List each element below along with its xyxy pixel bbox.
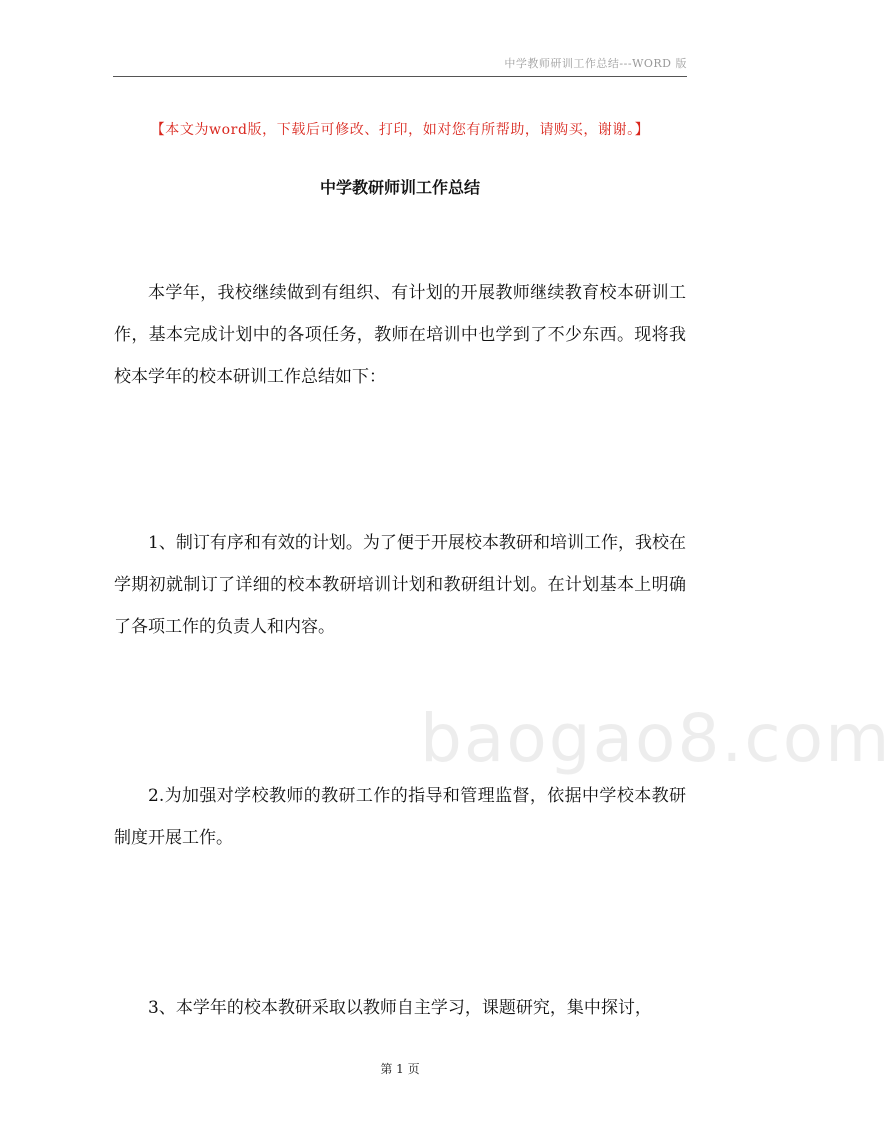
watermark: baogao8.com xyxy=(420,700,891,777)
download-notice: 【本文为word版，下载后可修改、打印，如对您有所帮助，请购买，谢谢。】 xyxy=(150,122,650,138)
running-header: 中学教师研训工作总结---WORD 版 xyxy=(504,57,687,70)
paragraph-item-1: 1、制订有序和有效的计划。为了便于开展校本教研和培训工作，我校在学期初就制订了详细的校本教研培训计划和教研组计划。在计划基本上明确了各项工作的负责人和内容。 xyxy=(114,533,686,637)
paragraph-item-2: 2.为加强对学校教师的教研工作的指导和管理监督，依据中学校本教研制度开展工作。 xyxy=(114,786,686,848)
header-divider xyxy=(113,76,687,77)
document-title: 中学教研师训工作总结 xyxy=(319,178,480,197)
page-number: 第 1 页 xyxy=(380,1062,420,1076)
paragraph-item-3: 3、本学年的校本教研采取以教师自主学习，课题研究，集中探讨， xyxy=(148,998,652,1018)
paragraph-intro: 本学年，我校继续做到有组织、有计划的开展教师继续教育校本研训工作，基本完成计划中的各项任务，教师在培训中也学到了不少东西。现将我校本学年的校本研训工作总结如下： xyxy=(114,283,686,387)
